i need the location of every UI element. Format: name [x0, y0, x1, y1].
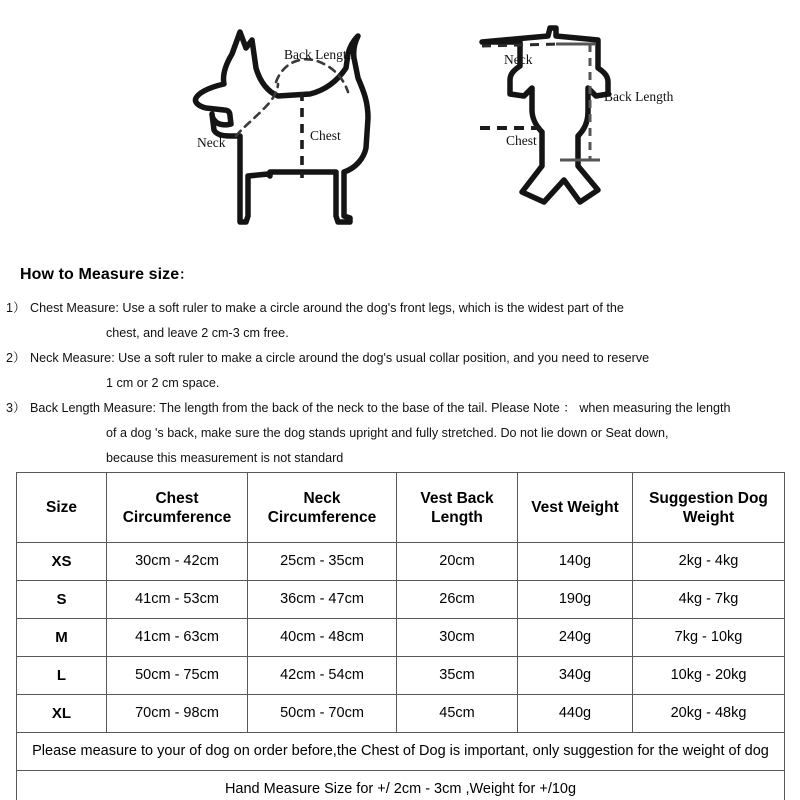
cell-vest-back-length: 20cm — [397, 543, 518, 581]
step-3-line3: because this measurement is not standard — [106, 451, 344, 465]
step-3-line2: of a dog 's back, make sure the dog stands upright and fully stretched. Do not lie down or Seat down, — [106, 426, 669, 440]
cell-vest-weight: 240g — [518, 619, 633, 657]
howto-step-3 — [6, 396, 800, 421]
svg-text:Back Length: Back Length — [284, 47, 354, 62]
cell-neck: 36cm - 47cm — [248, 581, 397, 619]
step-1-line2: chest, and leave 2 cm-3 cm free. — [106, 326, 289, 340]
dog-side-view-diagram — [178, 6, 414, 248]
cell-dog-weight: 10kg - 20kg — [633, 657, 785, 695]
cell-chest: 30cm - 42cm — [107, 543, 248, 581]
step-2-line1: Neck Measure: Use a soft ruler to make a circle around the dog's usual collar position, and you need to reserve — [30, 351, 650, 365]
cell-dog-weight: 2kg - 4kg — [633, 543, 785, 581]
table-row — [17, 581, 785, 619]
table-header-row — [17, 473, 785, 543]
svg-text:Back Length: Back Length — [604, 89, 674, 104]
table-row — [17, 619, 785, 657]
dog-label-chest — [310, 128, 341, 143]
dog-label-back-length — [284, 47, 354, 62]
howto-step-1 — [6, 296, 800, 321]
table-row — [17, 543, 785, 581]
diagram-section — [0, 0, 800, 252]
step-1-line1: Chest Measure: Use a soft ruler to make a circle around the dog's front legs, which is the widest part of the — [30, 301, 624, 315]
cell-size: XS — [17, 543, 107, 581]
table-row — [17, 657, 785, 695]
cell-size: S — [17, 581, 107, 619]
step-2-line2: 1 cm or 2 cm space. — [106, 376, 220, 390]
vest-flat-diagram — [438, 6, 694, 248]
cell-vest-back-length: 26cm — [397, 581, 518, 619]
cell-neck: 25cm - 35cm — [248, 543, 397, 581]
col-header-vest-back-length: Vest Back Length — [397, 473, 518, 543]
cell-vest-weight: 140g — [518, 543, 633, 581]
vest-label-neck — [504, 52, 533, 67]
step-2-marker: 2） — [6, 351, 26, 365]
cell-size: L — [17, 657, 107, 695]
step-1-marker: 1） — [6, 301, 26, 315]
cell-vest-weight: 440g — [518, 695, 633, 733]
svg-text:Chest: Chest — [506, 133, 537, 148]
vest-label-back-length — [604, 89, 674, 104]
table-note-1: Please measure to your of dog on order before,the Chest of Dog is important, only suggestion for the weight of dog — [17, 733, 785, 771]
col-header-vest-weight: Vest Weight — [518, 473, 633, 543]
cell-size: M — [17, 619, 107, 657]
table-row — [17, 695, 785, 733]
howto-step-2 — [6, 346, 800, 371]
svg-text:Neck: Neck — [504, 52, 533, 67]
col-header-size: Size — [17, 473, 107, 543]
col-header-suggestion-dog-weight: Suggestion Dog Weight — [633, 473, 785, 543]
cell-size: XL — [17, 695, 107, 733]
cell-neck: 42cm - 54cm — [248, 657, 397, 695]
table-note-row-1 — [17, 733, 785, 771]
cell-dog-weight: 7kg - 10kg — [633, 619, 785, 657]
col-header-neck-circumference: Neck Circumference — [248, 473, 397, 543]
table-note-2: Hand Measure Size for +/ 2cm - 3cm ,Weight for +/10g — [17, 771, 785, 800]
howto-title — [20, 264, 192, 284]
col-header-chest-circumference: Chest Circumference — [107, 473, 248, 543]
cell-chest: 41cm - 63cm — [107, 619, 248, 657]
vest-label-chest — [506, 133, 537, 148]
step-3-marker: 3） — [6, 401, 26, 415]
cell-vest-weight: 340g — [518, 657, 633, 695]
cell-dog-weight: 20kg - 48kg — [633, 695, 785, 733]
table-note-row-2 — [17, 771, 785, 800]
cell-chest: 41cm - 53cm — [107, 581, 248, 619]
howto-title-colon: ： — [179, 267, 193, 282]
size-chart-table — [16, 472, 785, 800]
cell-vest-back-length: 45cm — [397, 695, 518, 733]
cell-vest-weight: 190g — [518, 581, 633, 619]
howto-steps — [6, 296, 800, 471]
cell-chest: 50cm - 75cm — [107, 657, 248, 695]
svg-text:Neck: Neck — [197, 135, 226, 150]
cell-vest-back-length: 30cm — [397, 619, 518, 657]
svg-text:Chest: Chest — [310, 128, 341, 143]
cell-vest-back-length: 35cm — [397, 657, 518, 695]
step-3-line1: Back Length Measure: The length from the back of the neck to the base of the tail. Please Note ： when measuring the length — [30, 401, 731, 415]
howto-title-text: How to Measure size — [20, 266, 180, 283]
dog-label-neck — [197, 135, 226, 150]
cell-chest: 70cm - 98cm — [107, 695, 248, 733]
cell-neck: 50cm - 70cm — [248, 695, 397, 733]
cell-neck: 40cm - 48cm — [248, 619, 397, 657]
cell-dog-weight: 4kg - 7kg — [633, 581, 785, 619]
